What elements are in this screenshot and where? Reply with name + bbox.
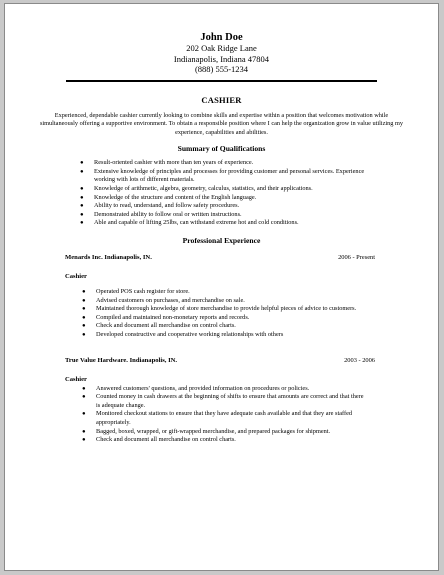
bullet-icon: ●: [80, 220, 84, 227]
list-item: ● Answered customers' questions, and provided information on procedures or policies.: [82, 384, 310, 392]
bullet-icon: ●: [82, 411, 86, 418]
bullet-icon: ●: [80, 186, 84, 193]
summary-list: [80, 159, 380, 228]
resume-page: [4, 3, 439, 571]
phone-number: (888) 555-1234: [194, 64, 249, 74]
candidate-name: John Doe: [200, 32, 243, 43]
bullet-icon: ●: [82, 306, 86, 313]
list-item: ● Maintained thorough knowledge of store merchandise to provide helpful pieces of advice to customers.: [82, 305, 357, 313]
bullet-icon: ●: [82, 437, 86, 444]
job-dates: 2003 - 2006: [344, 356, 375, 364]
list-item: ● Monitored checkout stations to ensure that they have adequate cash available and that they are staffed appropriately.: [82, 410, 353, 426]
city-state-zip: Indianapolis, Indiana 47804: [173, 53, 270, 64]
bullet-icon: ●: [80, 211, 84, 218]
company-name: Menards Inc. Indianapolis, IN.: [65, 254, 152, 262]
bullet-icon: ●: [82, 323, 86, 330]
job-role: Cashier: [65, 375, 87, 383]
list-item: ● Check and document all merchandise on control charts.: [82, 322, 236, 330]
street-address: 202 Oak Ridge Lane: [186, 43, 257, 53]
list-item: ● Compiled and maintained non-monetary reports and records.: [82, 313, 250, 321]
list-item: ● Demonstrated ability to follow oral or written instructions.: [80, 210, 242, 218]
list-item: ● Counted money in cash drawers at the beginning of shifts to ensure that amounts are correct and that there is adequate change.: [82, 393, 364, 409]
job-dates: 2006 - Present: [338, 254, 375, 262]
bullet-icon: ●: [82, 314, 86, 321]
company-name: True Value Hardware. Indianapolis, IN.: [65, 356, 178, 364]
list-item: ● Ability to read, understand, and follow safety procedures.: [80, 202, 240, 210]
duties-list: [82, 385, 364, 445]
list-item: ● Developed constructive and cooperative working relationships with others: [82, 331, 284, 338]
experience-title: Professional Experience: [182, 236, 261, 246]
list-item: ● Operated POS cash register for store.: [82, 288, 190, 296]
header-divider: [66, 80, 377, 82]
duties-list: [82, 288, 364, 340]
bullet-icon: ●: [82, 394, 86, 401]
job-header: [5, 254, 438, 264]
list-item: ● Result-oriented cashier with more than ten years of experience.: [80, 159, 254, 167]
bullet-icon: ●: [80, 160, 84, 167]
objective-text: Experienced, dependable cashier currently looking to combine skills and expertise within a position that welcomes motivation while simultaneously offering a supportive environment. To obtain a responsible position where I can help the organization grow in value utilizing my experience, capabilities and abilities.: [39, 111, 404, 136]
summary-title: Summary of Qualifications: [177, 144, 266, 154]
bullet-icon: ●: [80, 168, 84, 175]
bullet-icon: ●: [80, 194, 84, 201]
bullet-icon: ●: [82, 332, 86, 338]
bullet-icon: ●: [80, 203, 84, 210]
job-role: Cashier: [65, 273, 87, 281]
list-item: ● Knowledge of the structure and content of the English language.: [80, 193, 257, 201]
job-header: [5, 357, 438, 367]
list-item: ● Advised customers on purchases, and merchandise on sale.: [82, 296, 245, 304]
bullet-icon: ●: [82, 289, 86, 296]
list-item: ● Extensive knowledge of principles and processes for providing customer and personal services. Experience working with lots of different materials.: [80, 167, 365, 184]
list-item: ● Check and document all merchandise on control charts.: [82, 436, 236, 444]
bullet-icon: ●: [82, 428, 86, 435]
bullet-icon: ●: [82, 385, 86, 392]
list-item: ● Knowledge of arithmetic, algebra, geometry, calculus, statistics, and their applications.: [80, 185, 313, 193]
bullet-icon: ●: [82, 297, 86, 304]
resume-header: [5, 32, 438, 75]
list-item: ● Bagged, boxed, wrapped, or gift-wrapped merchandise, and prepared packages for shipment.: [82, 427, 331, 435]
objective-title: CASHIER: [201, 94, 242, 105]
list-item: ● Able and capable of lifting 25lbs, can withstand extreme hot and cold conditions.: [80, 219, 299, 227]
